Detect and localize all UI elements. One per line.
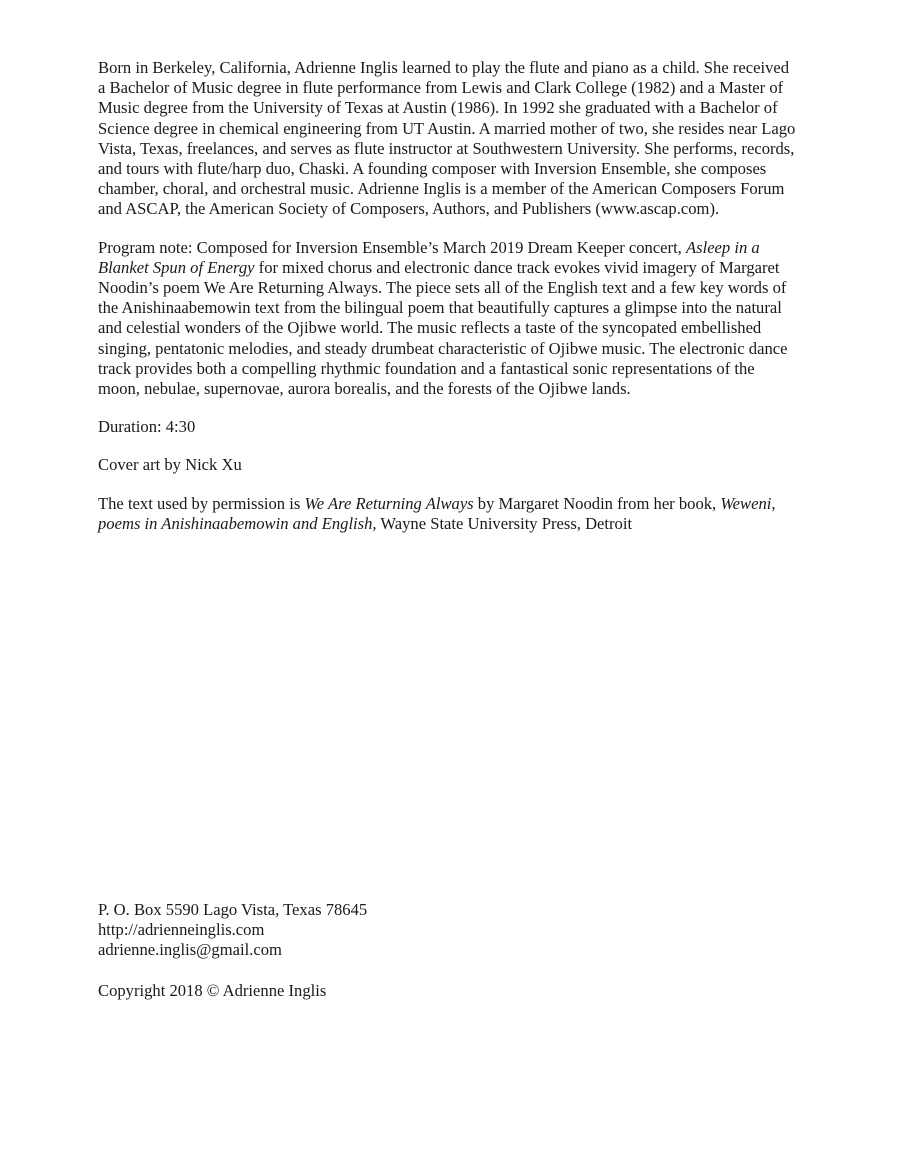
cover-art-credit: Cover art by Nick Xu: [98, 455, 242, 475]
contact-block: [98, 900, 798, 961]
poem-title: We Are Returning Always: [304, 493, 474, 513]
bio-paragraph: Born in Berkeley, California, Adrienne Inglis learned to play the flute and piano as a child. She received a Bachelor of Music degree in flute performance from Lewis and Clark College (1982) and a Master of Music degree from the University of Texas at Austin (1986). In 1992 she graduated with a Bachelor of Science degree in chemical engineering from UT Austin. A married mother of two, she resides near Lago Vista, Texas, freelances, and serves as flute instructor at Southwestern University. She performs, records, and tours with flute/harp duo, Chaski. A founding composer with Inversion Ensemble, she composes chamber, choral, and orchestral music. Adrienne Inglis is a member of the American Composers Forum and ASCAP, the American Society of Composers, Authors, and Publishers (www.ascap.com).: [98, 58, 796, 219]
permission-paragraph: [98, 494, 798, 534]
permission-prefix: The text used by permission is: [98, 493, 305, 513]
copyright-notice: Copyright 2018 © Adrienne Inglis: [98, 981, 327, 1000]
program-note-paragraph: [98, 238, 798, 400]
contact-address: P. O. Box 5590 Lago Vista, Texas 78645: [98, 900, 368, 919]
document-body: [98, 58, 798, 552]
program-note-prefix: Program note: Composed for Inversion Ensemble’s March 2019 Dream Keeper concert,: [98, 237, 686, 257]
contact-website[interactable]: http://adrienneinglis.com: [98, 920, 265, 940]
permission-middle: by Margaret Noodin from her book,: [473, 493, 721, 513]
book-title: Weweni, poems in Anishinaabemowin and English,: [98, 493, 776, 533]
program-note-body: for mixed chorus and electronic dance track evokes vivid imagery of Margaret Noodin’s poem We Are Returning Always. The piece sets all of the English text and a few key words of the Anishinaabemowin text from the bilingual poem that beautifully captures a glimpse into the natural and celestial wonders of the Ojibwe world. The music reflects a taste of the syncopated embellished singing, pentatonic melodies, and steady drumbeat characteristic of Ojibwe music. The electronic dance track provides both a compelling rhythmic foundation and a fantastical sonic representations of the moon, nebulae, supernovae, aurora borealis, and the forests of the Ojibwe lands.: [98, 257, 788, 399]
contact-email[interactable]: adrienne.inglis@gmail.com: [98, 940, 282, 960]
permission-suffix: Wayne State University Press, Detroit: [376, 513, 633, 533]
duration-line: Duration: 4:30: [98, 417, 196, 437]
program-note-title: Asleep in a Blanket Spun of Energy: [98, 237, 760, 277]
